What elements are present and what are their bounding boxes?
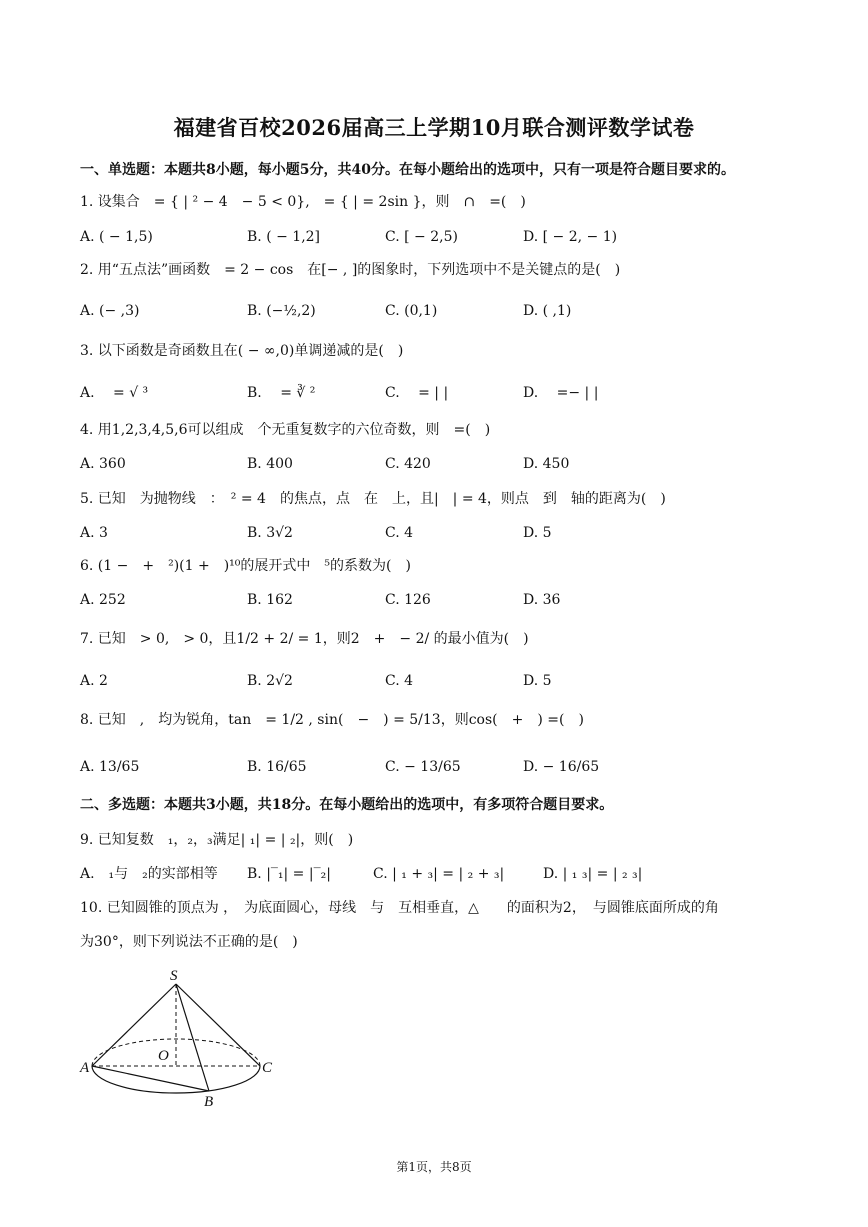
q1-option-b: B. ( − 1,2] <box>247 229 321 245</box>
q8-option-d: D. − 16/65 <box>523 759 600 775</box>
question-7: 7. 已知 > 0, > 0，且1/2 + 2/ = 1，则2 + − 2/ 的最小值为( ) <box>80 631 529 647</box>
question-10-line-2: 为30°，则下列说法不正确的是( ) <box>80 934 298 950</box>
question-8: 8. 已知 , 均为锐角，tan = 1/2 , sin( − ) = 5/13，则cos( + ) =( ) <box>80 712 584 728</box>
question-6: 6. (1 − + ²)(1 + )¹⁰的展开式中 ⁵的系数为( ) <box>80 558 411 574</box>
question-5: 5. 已知 为抛物线 ： ² = 4 的焦点，点 在 上，且| | = 4，则点 到 轴的距离为( ) <box>80 491 666 507</box>
label-c: C <box>262 1060 273 1076</box>
q5-option-c: C. 4 <box>385 525 414 541</box>
q7-option-d: D. 5 <box>523 673 552 689</box>
q1-option-c: C. [ − 2,5) <box>385 229 458 245</box>
section-multi-choice: 二、多选题：本题共3小题，共18分。在每小题给出的选项中，有多项符合题目要求。 <box>80 797 614 813</box>
page-title: 福建省百校2026届高三上学期10月联合测评数学试卷 <box>173 115 695 140</box>
q4-option-c: C. 420 <box>385 456 431 472</box>
label-b: B <box>204 1094 214 1110</box>
q4-option-d: D. 450 <box>523 456 570 472</box>
q3-option-c: C. = | | <box>385 385 449 401</box>
q6-option-c: C. 126 <box>385 592 431 608</box>
label-s: S <box>170 968 178 984</box>
q8-option-b: B. 16/65 <box>247 759 307 775</box>
q2-option-c: C. (0,1) <box>385 303 438 319</box>
question-2: 2. 用“五点法”画函数 = 2 − cos 在[− , ]的图象时，下列选项中不是关键点的是( ) <box>80 262 621 278</box>
q7-option-a: A. 2 <box>80 673 108 689</box>
q4-option-b: B. 400 <box>247 456 293 472</box>
q8-option-c: C. − 13/65 <box>385 759 461 775</box>
q2-option-b: B. (−½,2) <box>247 303 316 319</box>
q3-option-a: A. = √ ³ <box>80 385 149 401</box>
q4-option-a: A. 360 <box>80 456 126 472</box>
q5-option-d: D. 5 <box>523 525 552 541</box>
q3-option-b: B. = ∛ ² <box>247 385 316 401</box>
q2-option-a: A. (− ,3) <box>80 303 140 319</box>
q1-option-d: D. [ − 2, − 1) <box>523 229 618 245</box>
q9-option-a: A. ₁与 ₂的实部相等 <box>80 866 218 882</box>
q1-option-a: A. ( − 1,5) <box>80 229 153 245</box>
q5-option-a: A. 3 <box>80 525 108 541</box>
question-3: 3. 以下函数是奇函数且在( − ∞,0)单调递减的是( ) <box>80 343 404 359</box>
q9-option-c: C. | ₁ + ₃| = | ₂ + ₃| <box>373 866 505 882</box>
question-10-line-1: 10. 已知圆锥的顶点为 ， 为底面圆心，母线 与 互相垂直，△ 的面积为2， 与圆锥底面所成的角 <box>80 900 719 916</box>
q7-option-c: C. 4 <box>385 673 414 689</box>
q9-option-b: B. |‾₁| = |‾₂| <box>247 866 331 882</box>
cone-figure <box>78 966 278 1111</box>
q6-option-d: D. 36 <box>523 592 561 608</box>
label-a: A <box>80 1060 90 1076</box>
page-footer: 第1页，共8页 <box>396 1160 472 1174</box>
q2-option-d: D. ( ,1) <box>523 303 572 319</box>
label-o: O <box>158 1048 169 1064</box>
question-4: 4. 用1,2,3,4,5,6可以组成 个无重复数字的六位奇数，则 =( ) <box>80 422 491 438</box>
q6-option-b: B. 162 <box>247 592 293 608</box>
q8-option-a: A. 13/65 <box>80 759 140 775</box>
q5-option-b: B. 3√2 <box>247 525 293 541</box>
q7-option-b: B. 2√2 <box>247 673 293 689</box>
question-1: 1. 设集合 = { | ² − 4 − 5 < 0}, = { | = 2sin }，则 ∩ =( ) <box>80 194 526 210</box>
question-9: 9. 已知复数 ₁，₂，₃满足| ₁| = | ₂|，则( ) <box>80 832 354 848</box>
q6-option-a: A. 252 <box>80 592 126 608</box>
q9-option-d: D. | ₁ ₃| = | ₂ ₃| <box>543 866 643 882</box>
section-single-choice: 一、单选题：本题共8小题，每小题5分，共40分。在每小题给出的选项中，只有一项是符合题目要求的。 <box>80 162 735 178</box>
q3-option-d: D. =− | | <box>523 385 599 401</box>
